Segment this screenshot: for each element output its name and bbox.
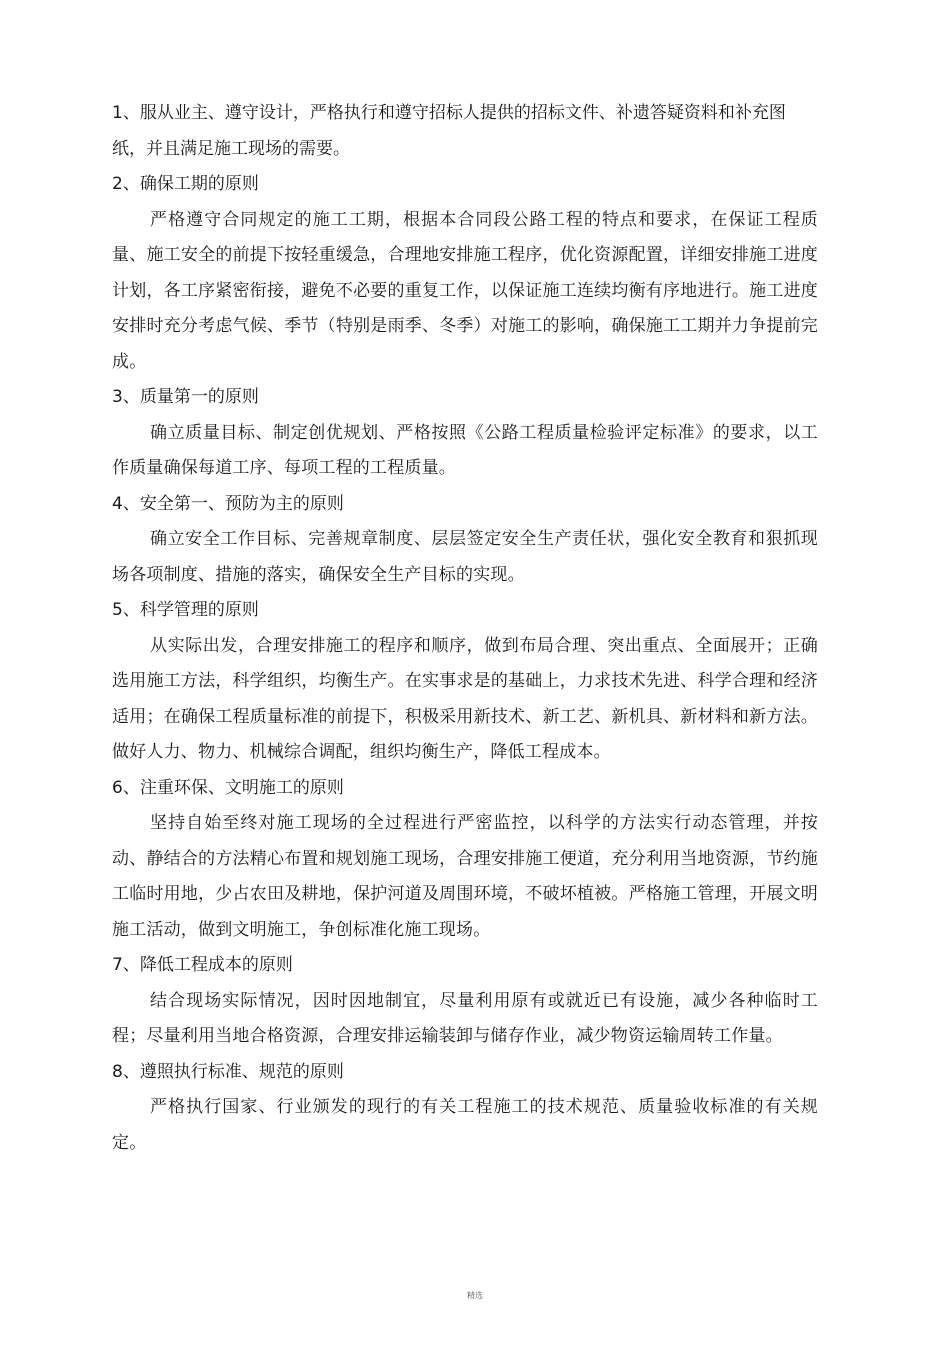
section-heading-2: 2、确保工期的原则: [112, 174, 259, 194]
section-paragraph-5: 从实际出发，合理安排施工的程序和顺序，做到布局合理、突出重点、全面展开；正确选用施工方法，科学组织，均衡生产。在实事求是的基础上，力求技术先进、科学合理和经济适用；在确保工程质量标准的前提下，积极采用新技术、新工艺、新机具、新材料和新方法。做好人力、物力、机械综合调配，组织均衡生产，降低工程成本。: [112, 635, 818, 762]
section-paragraph-7: 结合现场实际情况，因时因地制宜，尽量利用原有或就近已有设施，减少各种临时工程；尽量利用当地合格资源，合理安排运输装卸与储存作业，减少物资运输周转工作量。: [112, 990, 818, 1046]
section-heading-7: 7、降低工程成本的原则: [112, 955, 293, 975]
page-footer: 精选: [467, 1291, 483, 1300]
intro-paragraph: 1、服从业主、遵守设计，严格执行和遵守招标人提供的招标文件、补遗答疑资料和补充图纸，并且满足施工现场的需要。: [112, 103, 786, 159]
section-paragraph-4: 确立安全工作目标、完善规章制度、层层签定安全生产责任状，强化安全教育和狠抓现场各项制度、措施的落实，确保安全生产目标的实现。: [112, 529, 818, 585]
section-heading-3: 3、质量第一的原则: [112, 387, 259, 407]
section-paragraph-3: 确立质量目标、制定创优规划、严格按照《公路工程质量检验评定标准》的要求，以工作质量确保每道工序、每项工程的工程质量。: [112, 422, 818, 478]
section-heading-4: 4、安全第一、预防为主的原则: [112, 493, 344, 514]
section-heading-8: 8、遵照执行标准、规范的原则: [112, 1061, 344, 1082]
section-heading-5: 5、科学管理的原则: [112, 600, 259, 620]
section-paragraph-8: 严格执行国家、行业颁发的现行的有关工程施工的技术规范、质量验收标准的有关规定。: [112, 1097, 818, 1153]
section-heading-6: 6、注重环保、文明施工的原则: [112, 777, 344, 798]
section-paragraph-2: 严格遵守合同规定的施工工期，根据本合同段公路工程的特点和要求，在保证工程质量、施工安全的前提下按轻重缓急，合理地安排施工程序，优化资源配置，详细安排施工进度计划，各工序紧密衔接，避免不必要的重复工作，以保证施工连续均衡有序地进行。施工进度安排时充分考虑气候、季节（特别是雨季、冬季）对施工的影响，确保施工工期并力争提前完成。: [112, 209, 818, 372]
section-paragraph-6: 坚持自始至终对施工现场的全过程进行严密监控，以科学的方法实行动态管理，并按动、静结合的方法精心布置和规划施工现场，合理安排施工便道，充分利用当地资源，节约施工临时用地，少占农田及耕地，保护河道及周围环境，不破坏植被。严格施工管理，开展文明施工活动，做到文明施工，争创标准化施工现场。: [112, 813, 818, 940]
document-body: [112, 96, 818, 1161]
